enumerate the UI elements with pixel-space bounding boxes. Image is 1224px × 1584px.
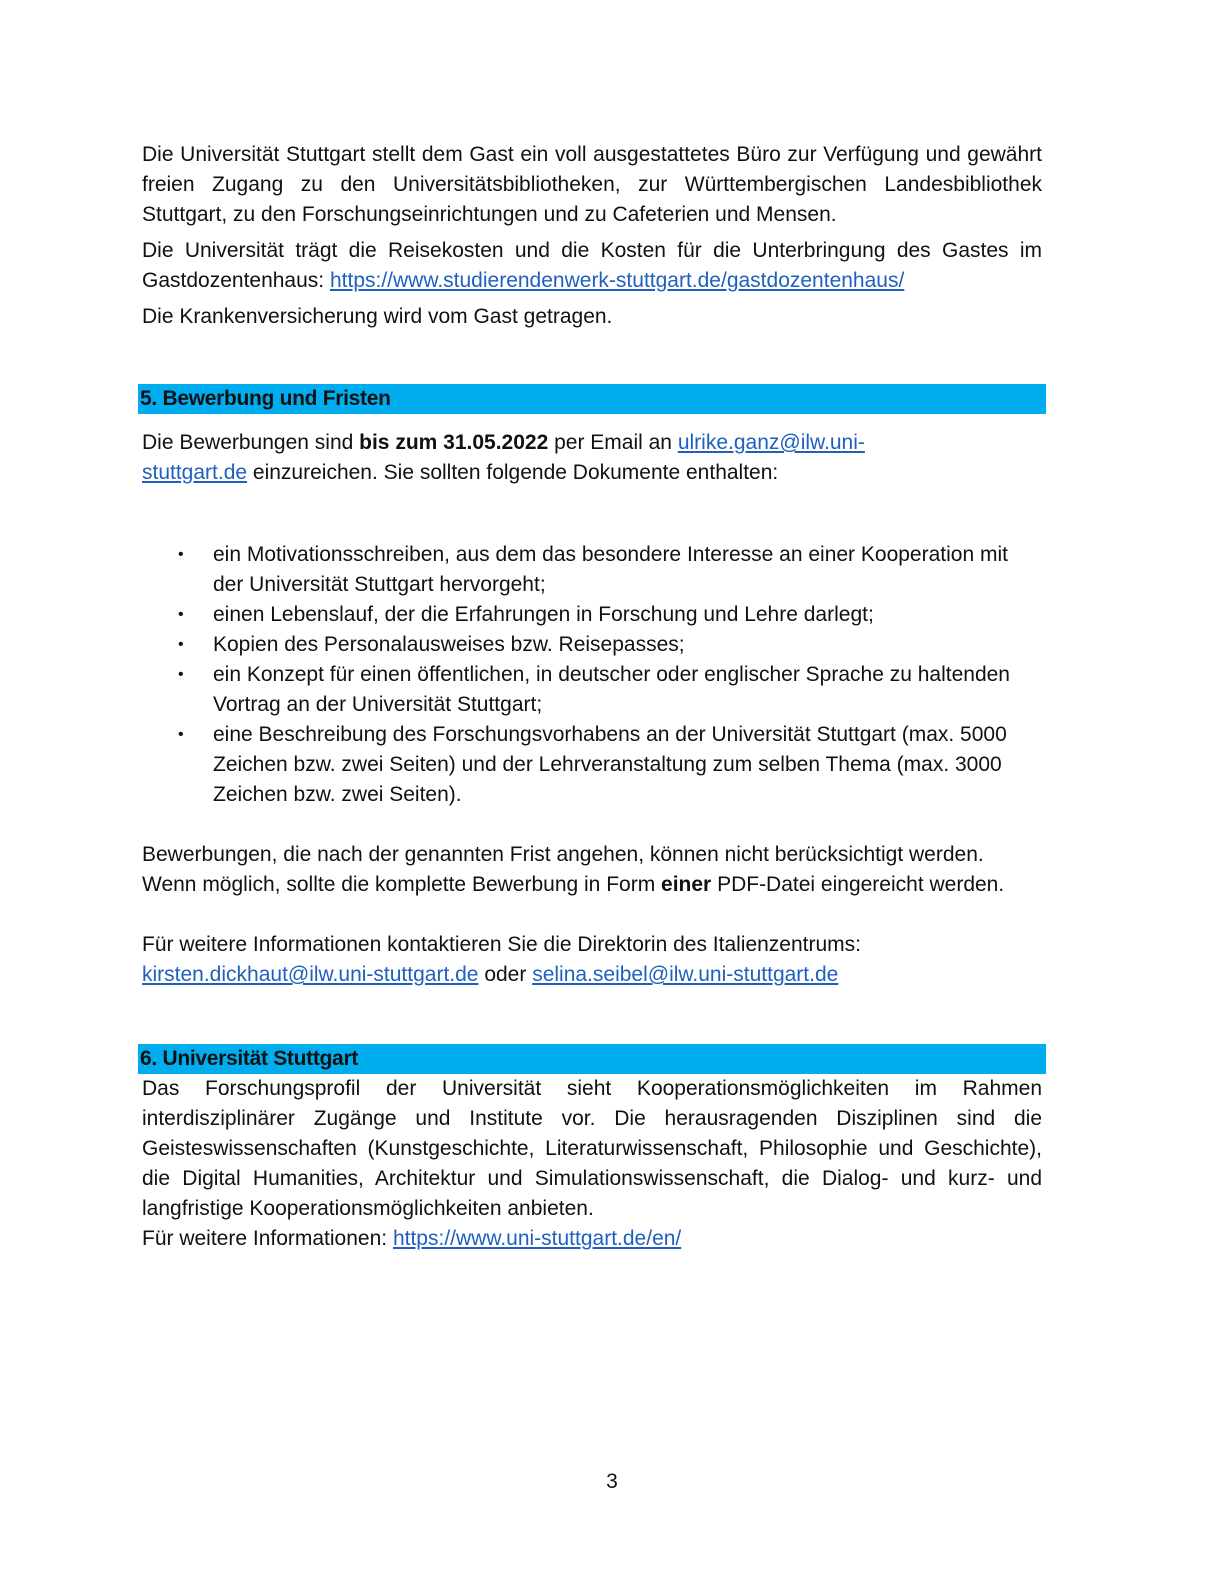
contact-or-text: oder [478, 963, 533, 986]
paragraph-travel-costs [142, 236, 1042, 296]
list-item-text: Kopien des Personalausweises bzw. Reisepasses; [213, 633, 685, 656]
section-6-heading: 6. Universität Stuttgart [138, 1044, 1046, 1074]
deadline-date: bis zum 31.05.2022 [359, 431, 549, 454]
application-text-post: einzureichen. Sie sollten folgende Dokumente enthalten: [247, 461, 779, 484]
application-text-mid: per Email an [548, 431, 678, 454]
paragraph-late-applications [142, 840, 1042, 900]
late-text-pre: Bewerbungen, die nach der genannten Frist angehen, können nicht berücksichtigt werden. Wenn möglich, sollte die komplette Bewerbung in Form [142, 843, 984, 896]
paragraph-research-profile: Das Forschungsprofil der Universität sieht Kooperationsmöglichkeiten im Rahmen interdisziplinärer Zugänge und Institute vor. Die herausragenden Disziplinen sind die Geisteswissenschaften (Kunstgeschichte, Literaturwissenschaft, Philosophie und Geschichte), die Digital Humanities, Architektur und Simulationswissenschaft, die Dialog- und kurz- und langfristige Kooperationsmöglichkeiten anbieten. [142, 1077, 1042, 1220]
section-5-heading: 5. Bewerbung und Fristen [138, 384, 1046, 414]
guesthouse-link[interactable]: https://www.studierendenwerk-stuttgart.de/gastdozentenhaus/ [329, 269, 905, 292]
application-text-pre: Die Bewerbungen sind [142, 431, 360, 454]
bullet-icon: • [178, 636, 184, 653]
university-website-link[interactable]: https://www.uni-stuttgart.de/en/ [392, 1227, 682, 1250]
list-item [142, 660, 1042, 720]
bullet-icon: • [178, 606, 184, 623]
travel-costs-text: Die Universität trägt die Reisekosten und die Kosten für die Unterbringung des Gastes im Gastdozentenhaus: [142, 239, 1042, 292]
late-text-bold: einer [661, 873, 712, 896]
list-item [142, 540, 1042, 600]
document-list [142, 540, 1042, 810]
late-text-post: PDF-Datei eingereicht werden. [711, 873, 1005, 896]
list-item [142, 600, 1042, 630]
paragraph-more-info [142, 1224, 1042, 1254]
application-email-part1: ulrike.ganz@ilw.uni- [677, 431, 865, 454]
list-item-text: ein Motivationsschreiben, aus dem das besondere Interesse an einer Kooperation mit der Universität Stuttgart hervorgeht; [213, 543, 1008, 596]
list-item [142, 720, 1042, 810]
bullet-icon: • [178, 666, 184, 683]
list-item [142, 630, 1042, 660]
bullet-icon: • [178, 726, 184, 743]
more-info-text: Für weitere Informationen: [142, 1227, 393, 1250]
contact-email-seibel-link[interactable]: selina.seibel@ilw.uni-stuttgart.de [532, 963, 839, 986]
list-item-text: ein Konzept für einen öffentlichen, in deutscher oder englischer Sprache zu haltenden Vortrag an der Universität Stuttgart; [213, 663, 1010, 716]
paragraph-office: Die Universität Stuttgart stellt dem Gast ein voll ausgestattetes Büro zur Verfügung und gewährt freien Zugang zu den Universitätsbibliotheken, zur Württembergischen Landesbibliothek Stuttgart, zu den Forschungseinrichtungen und zu Cafeterien und Mensen. [142, 143, 1042, 226]
contact-text: Für weitere Informationen kontaktieren Sie die Direktorin des Italienzentrums: [142, 933, 862, 956]
paragraph-contact [142, 930, 1042, 990]
document-body [142, 140, 1042, 1254]
application-email-part2: stuttgart.de [142, 461, 248, 484]
contact-email-dickhaut-link[interactable]: kirsten.dickhaut@ilw.uni-stuttgart.de [142, 963, 479, 986]
paragraph-insurance: Die Krankenversicherung wird vom Gast getragen. [142, 305, 613, 328]
list-item-text: einen Lebenslauf, der die Erfahrungen in Forschung und Lehre darlegt; [213, 603, 874, 626]
page-number: 3 [606, 1470, 618, 1493]
list-item-text: eine Beschreibung des Forschungsvorhabens an der Universität Stuttgart (max. 5000 Zeichen bzw. zwei Seiten) und der Lehrveranstaltung zum selben Thema (max. 3000 Zeichen bzw. zwei Seiten). [213, 723, 1007, 806]
paragraph-application [142, 428, 1042, 488]
bullet-icon: • [178, 546, 184, 563]
